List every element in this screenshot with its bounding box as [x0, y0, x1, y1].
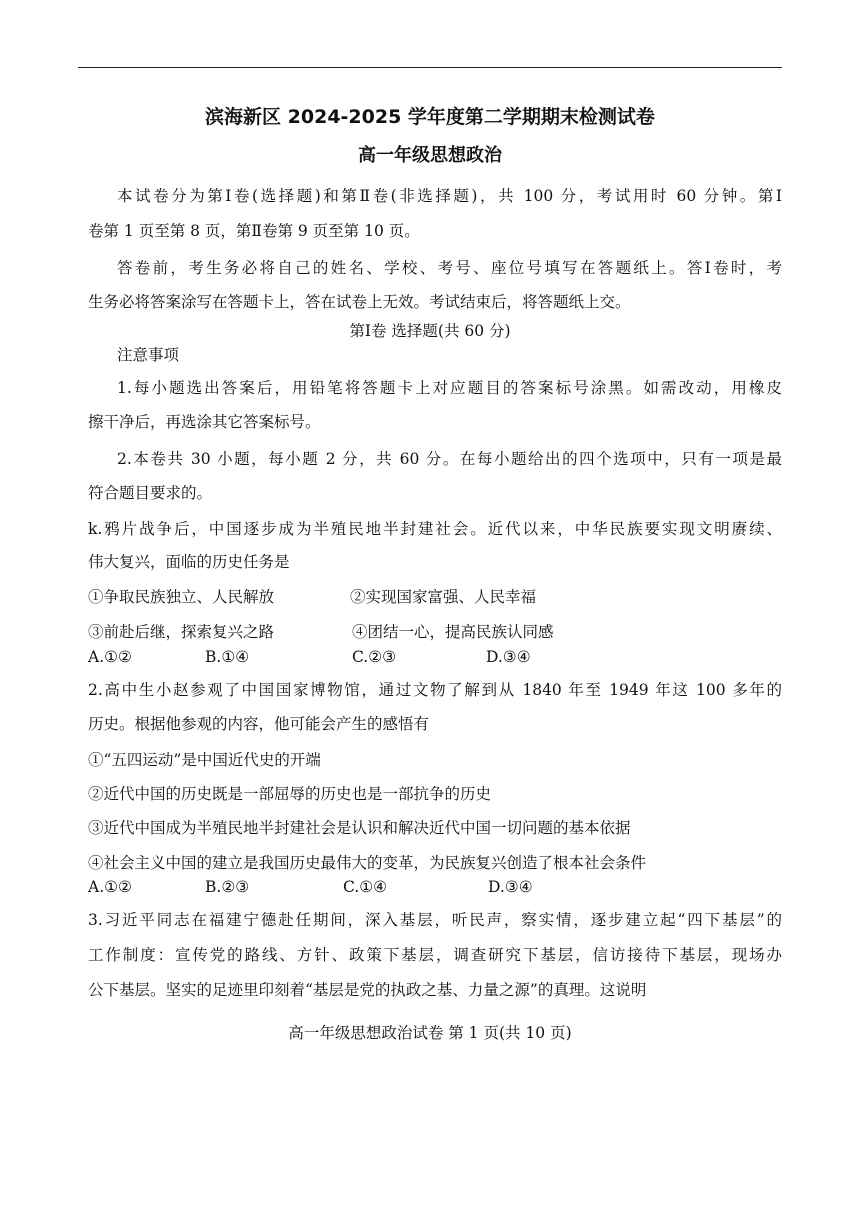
section-heading: 第Ⅰ卷 选择题(共 60 分)	[349, 322, 511, 340]
q1-item-4: ④团结一心，提高民族认同感	[352, 623, 554, 641]
q3-stem-line-2: 工作制度：宣传党的路线、方针、政策下基层，调查研究下基层，信访接待下基层，现场办	[88, 946, 782, 964]
note-2-line-1: 2.本卷共 30 小题，每小题 2 分，共 60 分。在每小题给出的四个选项中，只有一项是最	[117, 450, 782, 468]
q2-stem-line-2: 历史。根据他参观的内容，他可能会产生的感悟有	[88, 715, 430, 733]
exam-subtitle: 高一年级思想政治	[358, 145, 502, 166]
q1-item-3: ③前赴后继，探索复兴之路	[88, 623, 275, 641]
q2-item-4: ④社会主义中国的建立是我国历史最伟大的变革，为民族复兴创造了根本社会条件	[88, 854, 647, 872]
intro-paragraph-1-line-2: 卷第 1 页至第 8 页，第Ⅱ卷第 9 页至第 10 页。	[88, 222, 420, 240]
q2-item-2: ②近代中国的历史既是一部屈辱的历史也是一部抗争的历史	[88, 785, 492, 803]
note-1-line-1: 1.每小题选出答案后，用铅笔将答题卡上对应题目的答案标号涂黑。如需改动，用橡皮	[117, 379, 782, 397]
q3-stem-line-1: 3.习近平同志在福建宁德赴任期间，深入基层，听民声，察实情，逐步建立起“四下基层”的	[88, 911, 782, 929]
q1-stem-line-2: 伟大复兴，面临的历史任务是	[88, 553, 290, 571]
q2-item-3: ③近代中国成为半殖民地半封建社会是认识和解决近代中国一切问题的基本依据	[88, 819, 631, 837]
q1-option-c: C.②③	[352, 648, 397, 666]
q1-option-d: D.③④	[486, 648, 531, 666]
q2-option-b: B.②③	[205, 878, 250, 896]
page-footer: 高一年级思想政治试卷 第 1 页(共 10 页)	[288, 1024, 572, 1042]
note-1-line-2: 擦干净后，再选涂其它答案标号。	[88, 413, 321, 431]
q2-item-1: ①“五四运动”是中国近代史的开端	[88, 751, 321, 769]
q1-item-2: ②实现国家富强、人民幸福	[350, 588, 537, 606]
q2-option-d: D.③④	[488, 878, 533, 896]
q1-option-a: A.①②	[88, 648, 132, 666]
intro-paragraph-2-line-1: 答卷前，考生务必将自己的姓名、学校、考号、座位号填写在答题纸上。答Ⅰ卷时，考	[117, 259, 782, 277]
header-rule	[78, 67, 782, 68]
intro-paragraph-2-line-2: 生务必将答案涂写在答题卡上，答在试卷上无效。考试结束后，将答题纸上交。	[88, 293, 631, 311]
intro-paragraph-1-line-1: 本试卷分为第Ⅰ卷(选择题)和第Ⅱ卷(非选择题)，共 100 分，考试用时 60 分钟。第Ⅰ	[117, 187, 782, 205]
q2-option-a: A.①②	[88, 878, 132, 896]
note-2-line-2: 符合题目要求的。	[88, 484, 213, 502]
q1-stem-line-1: k.鸦片战争后，中国逐步成为半殖民地半封建社会。近代以来，中华民族要实现文明赓续、	[88, 520, 782, 538]
q2-stem-line-1: 2.高中生小赵参观了中国国家博物馆，通过文物了解到从 1840 年至 1949 年这 100 多年的	[88, 681, 782, 699]
q2-option-c: C.①④	[343, 878, 388, 896]
q1-option-b: B.①④	[205, 648, 250, 666]
q1-item-1: ①争取民族独立、人民解放	[88, 588, 275, 606]
q3-stem-line-3: 公下基层。坚实的足迹里印刻着“基层是党的执政之基、力量之源”的真理。这说明	[88, 981, 647, 999]
exam-title: 滨海新区 2024-2025 学年度第二学期期末检测试卷	[205, 106, 655, 128]
notes-title: 注意事项	[117, 346, 180, 364]
